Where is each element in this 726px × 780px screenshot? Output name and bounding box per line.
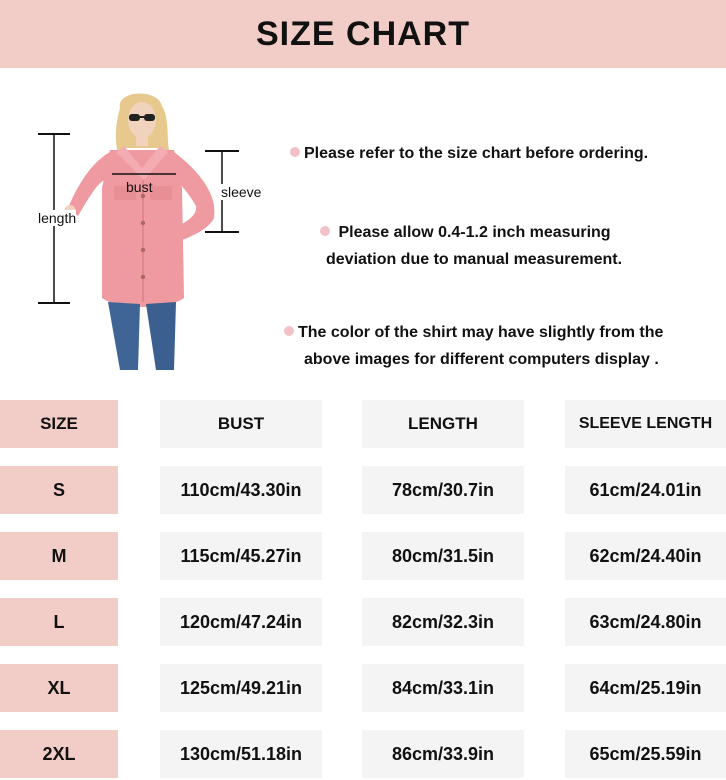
- bust-label: bust: [126, 179, 153, 195]
- sleeve-length-value: 64cm/25.19in: [565, 664, 726, 712]
- sleeve-length-value: 63cm/24.80in: [565, 598, 726, 646]
- title-banner: [0, 0, 726, 68]
- size-cell: S: [0, 466, 118, 514]
- bust-value: 115cm/45.27in: [160, 532, 322, 580]
- sleeve-label: sleeve: [221, 184, 262, 200]
- note-1: Please refer to the size chart before ordering.: [290, 140, 648, 167]
- bullet-dot-icon: [290, 147, 300, 157]
- bullet-dot-icon: [284, 326, 294, 336]
- bust-value: 110cm/43.30in: [160, 466, 322, 514]
- size-cell: 2XL: [0, 730, 118, 778]
- bust-value: 120cm/47.24in: [160, 598, 322, 646]
- length-value: 80cm/31.5in: [362, 532, 524, 580]
- note-3: The color of the shirt may have slightly from the above images for different computers display .: [284, 319, 663, 373]
- header-length: LENGTH: [362, 400, 524, 448]
- model-figure: [0, 68, 290, 388]
- bust-value: 125cm/49.21in: [160, 664, 322, 712]
- bust-value: 130cm/51.18in: [160, 730, 322, 778]
- sleeve-length-value: 65cm/25.59in: [565, 730, 726, 778]
- model-illustration: [58, 88, 228, 378]
- bullet-dot-icon: [320, 226, 330, 236]
- length-value: 78cm/30.7in: [362, 466, 524, 514]
- note-2: Please allow 0.4-1.2 inch measuring deviation due to manual measurement.: [320, 219, 622, 273]
- header-bust: BUST: [160, 400, 322, 448]
- length-value: 84cm/33.1in: [362, 664, 524, 712]
- sleeve-length-value: 61cm/24.01in: [565, 466, 726, 514]
- size-cell: XL: [0, 664, 118, 712]
- length-label: length: [38, 210, 77, 226]
- page-title: SIZE CHART: [256, 14, 470, 53]
- length-value: 86cm/33.9in: [362, 730, 524, 778]
- sleeve-length-value: 62cm/24.40in: [565, 532, 726, 580]
- header-size: SIZE: [0, 400, 118, 448]
- length-value: 82cm/32.3in: [362, 598, 524, 646]
- size-cell: M: [0, 532, 118, 580]
- bust-guide: [112, 172, 176, 176]
- header-sleeve-length: SLEEVE LENGTH: [565, 400, 726, 448]
- size-cell: L: [0, 598, 118, 646]
